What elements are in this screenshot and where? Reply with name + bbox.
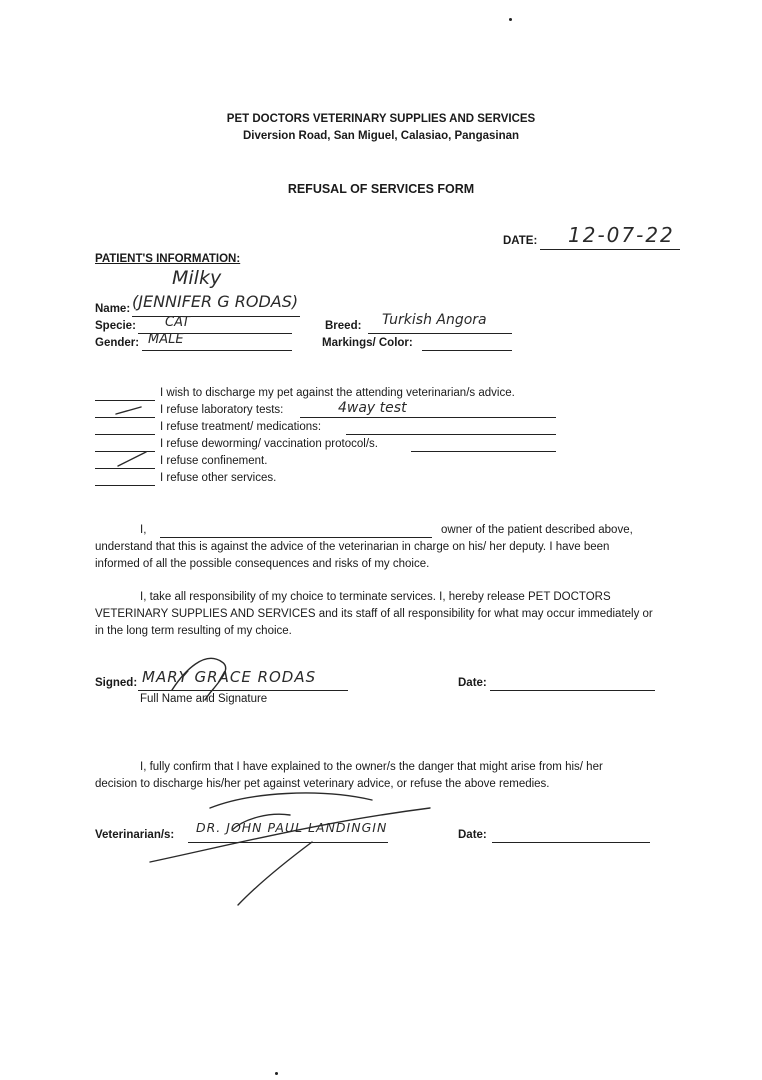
- date-value: 12-07-22: [568, 223, 675, 247]
- vet-name-value: DR. JOHN PAUL LANDINGIN: [196, 820, 388, 835]
- option-2-blank: [95, 417, 155, 418]
- statement1-line1: owner of the patient described above,: [441, 524, 633, 536]
- scan-speck: [275, 1072, 278, 1075]
- gender-line: [142, 350, 292, 351]
- vet-date-line: [492, 842, 650, 843]
- option-4-text: I refuse deworming/ vaccination protocol/s.: [160, 438, 378, 450]
- name-line: [132, 316, 300, 317]
- option-3-blank: [95, 434, 155, 435]
- specie-value: CAT: [165, 315, 190, 330]
- statement3-line1: I, fully confirm that I have explained to the owner/s the danger that might arise from his/ her: [140, 761, 603, 773]
- date-line: [540, 249, 680, 250]
- form-title: REFUSAL OF SERVICES FORM: [287, 182, 475, 196]
- markings-line: [422, 350, 512, 351]
- statement1-line3: informed of all the possible consequences and risks of my choice.: [95, 558, 430, 570]
- option-6-blank: [95, 485, 155, 486]
- option-4-blank: [95, 451, 155, 452]
- breed-line: [368, 333, 512, 334]
- statement2-line1: I, take all responsibility of my choice to terminate services. I, hereby release PET DOCTORS: [140, 591, 611, 603]
- vet-line: [188, 842, 388, 843]
- scan-speck: [509, 18, 512, 21]
- gender-value: MALE: [148, 332, 184, 347]
- signed-label: Signed:: [95, 677, 138, 689]
- option-4-fill-line: [411, 451, 556, 452]
- signed-line: [138, 690, 348, 691]
- company-address: Diversion Road, San Miguel, Calasiao, Pangasinan: [242, 130, 520, 142]
- owner-date-line: [490, 690, 655, 691]
- option-5-blank: [95, 468, 155, 469]
- statement1-prefix: I,: [140, 524, 147, 536]
- option-2-fill: 4way test: [338, 400, 407, 416]
- signed-caption: Full Name and Signature: [140, 693, 268, 705]
- check-mark-lab-tests: [116, 407, 141, 414]
- gender-label: Gender:: [95, 337, 140, 349]
- statement2-line3: in the long term resulting of my choice.: [95, 625, 292, 637]
- company-name: PET DOCTORS VETERINARY SUPPLIES AND SERVICES: [226, 113, 536, 125]
- owner-date-label: Date:: [458, 677, 487, 689]
- vet-signature-stroke-1: [210, 793, 372, 808]
- statement2-line2: VETERINARY SUPPLIES AND SERVICES and its staff of all responsibility for what may occur immediately or: [95, 608, 653, 620]
- owner-name-value: (JENNIFER G RODAS): [132, 292, 299, 311]
- markings-label: Markings/ Color:: [322, 337, 413, 349]
- option-1-text: I wish to discharge my pet against the attending veterinarian/s advice.: [160, 387, 515, 399]
- name-label: Name:: [95, 303, 131, 315]
- statement3-line2: decision to discharge his/her pet against veterinary advice, or refuse the above remedies.: [95, 778, 550, 790]
- breed-label: Breed:: [325, 320, 362, 332]
- date-label: DATE:: [503, 235, 538, 247]
- vet-signature-stroke-2: [150, 808, 430, 862]
- vet-label: Veterinarian/s:: [95, 829, 175, 841]
- option-2-text: I refuse laboratory tests:: [160, 404, 284, 416]
- option-3-text: I refuse treatment/ medications:: [160, 421, 322, 433]
- option-1-blank: [95, 400, 155, 401]
- check-mark-confinement: [118, 452, 146, 466]
- vet-signature-stroke-3: [238, 842, 312, 905]
- signed-value: MARY GRACE RODAS: [142, 668, 317, 686]
- specie-label: Specie:: [95, 320, 136, 332]
- statement1-name-line: [160, 537, 432, 538]
- breed-value: Turkish Angora: [382, 312, 487, 328]
- vet-date-label: Date:: [458, 829, 487, 841]
- pet-name: Milky: [172, 267, 222, 289]
- statement1-line2: understand that this is against the advice of the veterinarian in charge on his/ her deputy. I have been: [95, 541, 610, 553]
- option-2-fill-line: [300, 417, 556, 418]
- option-5-text: I refuse confinement.: [160, 455, 268, 467]
- option-6-text: I refuse other services.: [160, 472, 277, 484]
- option-3-fill-line: [346, 434, 556, 435]
- patient-section-title: PATIENT'S INFORMATION:: [95, 253, 241, 265]
